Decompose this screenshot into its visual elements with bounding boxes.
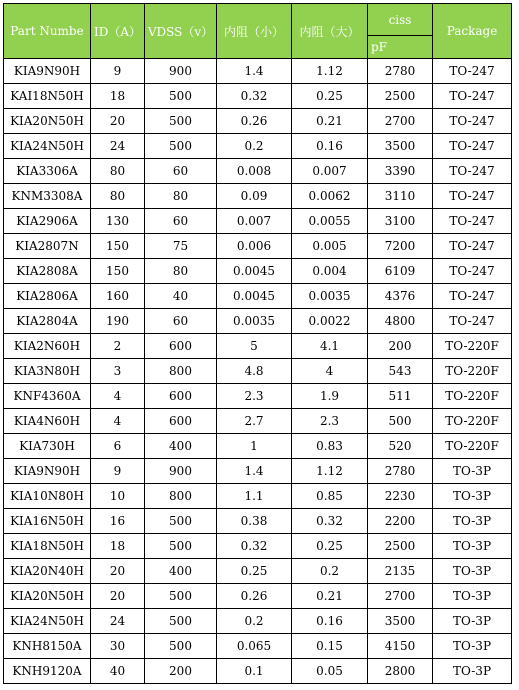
cell-part-number: KIA9N90H [4,459,91,484]
cell-ciss: 511 [368,384,433,409]
cell-id: 40 [91,659,145,684]
cell-rds-min: 0.0035 [217,309,292,334]
cell-rds-max: 4.1 [292,334,368,359]
cell-rds-min: 0.006 [217,234,292,259]
cell-package: TO-247 [433,259,512,284]
header-part-number: Part Numbe [4,4,91,59]
cell-id: 30 [91,634,145,659]
cell-rds-min: 2.7 [217,409,292,434]
cell-part-number: KNM3308A [4,184,91,209]
cell-vdss: 75 [145,234,217,259]
cell-id: 150 [91,259,145,284]
cell-rds-max: 0.007 [292,159,368,184]
cell-rds-max: 0.0035 [292,284,368,309]
cell-part-number: KIA2806A [4,284,91,309]
cell-rds-min: 0.065 [217,634,292,659]
cell-rds-max: 0.0055 [292,209,368,234]
table-row [4,459,512,484]
table-row [4,659,512,684]
cell-part-number: KIA2N60H [4,334,91,359]
table-row [4,184,512,209]
cell-part-number: KAI18N50H [4,84,91,109]
cell-rds-max: 0.85 [292,484,368,509]
cell-ciss: 6109 [368,259,433,284]
table-row [4,134,512,159]
cell-package: TO-3P [433,459,512,484]
cell-rds-max: 0.25 [292,84,368,109]
cell-part-number: KNF4360A [4,384,91,409]
cell-ciss: 4376 [368,284,433,309]
table-row [4,434,512,459]
table-row [4,259,512,284]
cell-package: TO-3P [433,634,512,659]
cell-rds-min: 0.008 [217,159,292,184]
header-ciss-unit: pF [368,36,433,59]
table-body [4,59,512,684]
cell-part-number: KIA2804A [4,309,91,334]
cell-vdss: 200 [145,659,217,684]
table-row [4,159,512,184]
cell-vdss: 80 [145,259,217,284]
cell-vdss: 500 [145,584,217,609]
cell-rds-min: 0.09 [217,184,292,209]
cell-part-number: KIA20N40H [4,559,91,584]
table-row [4,284,512,309]
cell-vdss: 600 [145,384,217,409]
cell-rds-min: 0.1 [217,659,292,684]
cell-rds-min: 0.2 [217,609,292,634]
cell-rds-min: 0.2 [217,134,292,159]
cell-id: 9 [91,59,145,84]
cell-part-number: KIA24N50H [4,134,91,159]
cell-vdss: 60 [145,209,217,234]
table-row [4,484,512,509]
cell-vdss: 60 [145,159,217,184]
cell-id: 20 [91,559,145,584]
cell-rds-max: 2.3 [292,409,368,434]
cell-package: TO-247 [433,209,512,234]
cell-vdss: 900 [145,59,217,84]
cell-rds-max: 0.0062 [292,184,368,209]
cell-part-number: KNH8150A [4,634,91,659]
cell-ciss: 3500 [368,609,433,634]
cell-part-number: KIA2808A [4,259,91,284]
cell-part-number: KIA16N50H [4,509,91,534]
cell-id: 20 [91,584,145,609]
cell-rds-min: 2.3 [217,384,292,409]
cell-rds-min: 1.1 [217,484,292,509]
cell-package: TO-3P [433,484,512,509]
cell-vdss: 400 [145,434,217,459]
cell-ciss: 3110 [368,184,433,209]
cell-id: 18 [91,84,145,109]
cell-id: 160 [91,284,145,309]
cell-part-number: KIA2906A [4,209,91,234]
cell-vdss: 800 [145,484,217,509]
table-row [4,234,512,259]
cell-id: 24 [91,609,145,634]
cell-ciss: 2500 [368,534,433,559]
cell-rds-max: 0.21 [292,109,368,134]
cell-package: TO-247 [433,134,512,159]
cell-ciss: 543 [368,359,433,384]
cell-ciss: 2700 [368,109,433,134]
cell-part-number: KIA18N50H [4,534,91,559]
cell-rds-max: 0.0022 [292,309,368,334]
cell-package: TO-247 [433,109,512,134]
cell-id: 130 [91,209,145,234]
cell-package: TO-247 [433,234,512,259]
cell-rds-max: 0.05 [292,659,368,684]
cell-rds-min: 0.32 [217,534,292,559]
cell-id: 4 [91,384,145,409]
cell-id: 80 [91,184,145,209]
cell-package: TO-220F [433,409,512,434]
cell-rds-max: 1.12 [292,459,368,484]
cell-package: TO-3P [433,509,512,534]
cell-ciss: 3500 [368,134,433,159]
cell-package: TO-247 [433,309,512,334]
table-row [4,509,512,534]
cell-package: TO-247 [433,184,512,209]
cell-id: 10 [91,484,145,509]
cell-rds-max: 0.32 [292,509,368,534]
cell-rds-max: 4 [292,359,368,384]
table-row [4,359,512,384]
cell-vdss: 600 [145,334,217,359]
cell-part-number: KIA10N80H [4,484,91,509]
cell-part-number: KIA9N90H [4,59,91,84]
header-vdss: VDSS（v） [145,4,217,59]
table-row [4,409,512,434]
table-row [4,584,512,609]
table-header [4,4,512,59]
table-row [4,84,512,109]
mosfet-spec-table [3,3,512,684]
cell-rds-min: 1.4 [217,59,292,84]
cell-vdss: 500 [145,534,217,559]
cell-package: TO-220F [433,434,512,459]
cell-rds-max: 1.12 [292,59,368,84]
cell-rds-min: 1 [217,434,292,459]
cell-ciss: 4150 [368,634,433,659]
cell-rds-max: 0.16 [292,134,368,159]
cell-rds-min: 0.007 [217,209,292,234]
cell-package: TO-247 [433,59,512,84]
cell-ciss: 2500 [368,84,433,109]
table-row [4,634,512,659]
cell-ciss: 3100 [368,209,433,234]
cell-vdss: 500 [145,84,217,109]
cell-package: TO-3P [433,659,512,684]
cell-part-number: KIA2807N [4,234,91,259]
cell-id: 3 [91,359,145,384]
cell-ciss: 520 [368,434,433,459]
table-row [4,609,512,634]
cell-part-number: KIA4N60H [4,409,91,434]
header-rds-min: 内阻（小） [217,4,292,59]
cell-rds-max: 0.005 [292,234,368,259]
cell-part-number: KIA730H [4,434,91,459]
cell-vdss: 900 [145,459,217,484]
cell-id: 2 [91,334,145,359]
cell-rds-max: 0.2 [292,559,368,584]
cell-ciss: 3390 [368,159,433,184]
cell-ciss: 200 [368,334,433,359]
cell-vdss: 500 [145,609,217,634]
cell-rds-min: 0.0045 [217,259,292,284]
cell-part-number: KNH9120A [4,659,91,684]
table-row [4,59,512,84]
cell-rds-min: 0.32 [217,84,292,109]
cell-package: TO-247 [433,84,512,109]
cell-vdss: 500 [145,634,217,659]
cell-package: TO-247 [433,284,512,309]
cell-vdss: 500 [145,109,217,134]
cell-id: 9 [91,459,145,484]
cell-vdss: 600 [145,409,217,434]
cell-rds-min: 0.26 [217,584,292,609]
cell-package: TO-3P [433,609,512,634]
header-ciss: ciss [368,4,433,36]
cell-package: TO-220F [433,359,512,384]
cell-ciss: 2780 [368,459,433,484]
table-row [4,334,512,359]
cell-ciss: 2135 [368,559,433,584]
cell-package: TO-3P [433,534,512,559]
cell-ciss: 4800 [368,309,433,334]
cell-rds-max: 0.16 [292,609,368,634]
cell-part-number: KIA20N50H [4,109,91,134]
cell-rds-min: 0.38 [217,509,292,534]
table-row [4,309,512,334]
table-row [4,209,512,234]
cell-rds-min: 5 [217,334,292,359]
cell-id: 190 [91,309,145,334]
cell-rds-max: 0.004 [292,259,368,284]
cell-ciss: 2780 [368,59,433,84]
cell-rds-min: 0.26 [217,109,292,134]
cell-ciss: 2230 [368,484,433,509]
cell-package: TO-3P [433,559,512,584]
cell-rds-min: 0.25 [217,559,292,584]
header-rds-max: 内阻（大） [292,4,368,59]
cell-rds-max: 0.25 [292,534,368,559]
cell-rds-min: 4.8 [217,359,292,384]
table-row [4,384,512,409]
cell-id: 4 [91,409,145,434]
cell-vdss: 60 [145,309,217,334]
cell-rds-min: 1.4 [217,459,292,484]
cell-rds-max: 0.83 [292,434,368,459]
cell-id: 80 [91,159,145,184]
cell-package: TO-247 [433,159,512,184]
cell-ciss: 2200 [368,509,433,534]
cell-package: TO-3P [433,584,512,609]
cell-rds-min: 0.0045 [217,284,292,309]
cell-vdss: 500 [145,509,217,534]
table-row [4,534,512,559]
cell-part-number: KIA3306A [4,159,91,184]
cell-package: TO-220F [433,334,512,359]
table-row [4,559,512,584]
cell-vdss: 400 [145,559,217,584]
cell-vdss: 500 [145,134,217,159]
cell-vdss: 800 [145,359,217,384]
cell-id: 16 [91,509,145,534]
cell-part-number: KIA24N50H [4,609,91,634]
cell-ciss: 7200 [368,234,433,259]
cell-rds-max: 0.15 [292,634,368,659]
header-package: Package [433,4,512,59]
cell-package: TO-220F [433,384,512,409]
cell-id: 150 [91,234,145,259]
header-id: ID（A） [91,4,145,59]
spec-table-container [3,3,512,684]
cell-rds-max: 1.9 [292,384,368,409]
cell-id: 6 [91,434,145,459]
cell-rds-max: 0.21 [292,584,368,609]
cell-vdss: 40 [145,284,217,309]
cell-ciss: 2800 [368,659,433,684]
cell-id: 24 [91,134,145,159]
cell-ciss: 2700 [368,584,433,609]
cell-ciss: 500 [368,409,433,434]
cell-part-number: KIA20N50H [4,584,91,609]
cell-id: 18 [91,534,145,559]
cell-vdss: 80 [145,184,217,209]
cell-part-number: KIA3N80H [4,359,91,384]
cell-id: 20 [91,109,145,134]
table-row [4,109,512,134]
